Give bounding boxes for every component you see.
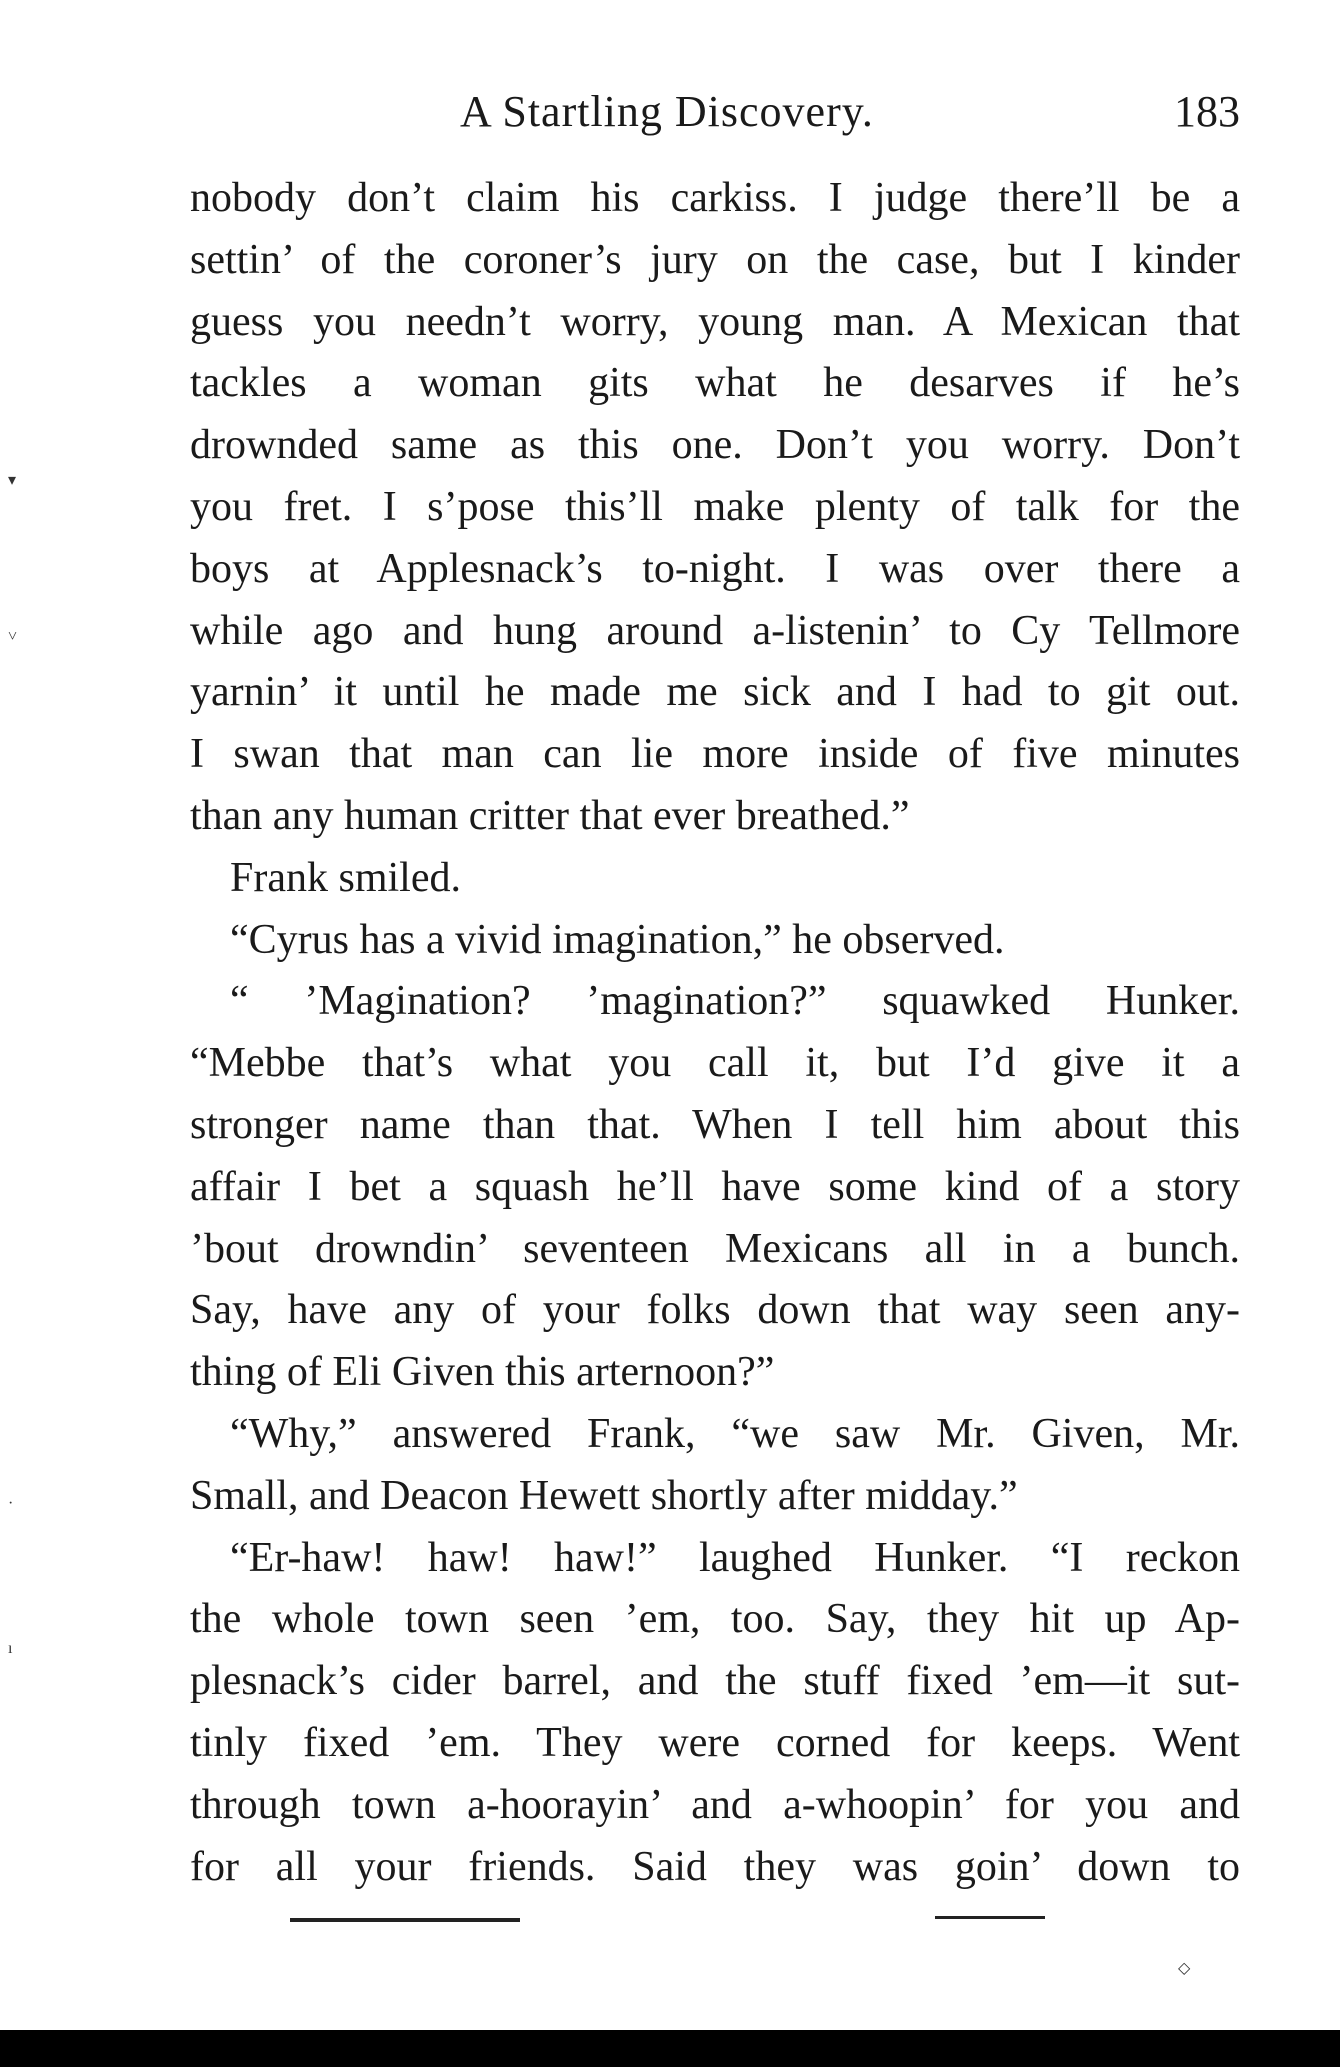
page-number: 183 — [1174, 87, 1240, 136]
chapter-title: A Startling Discovery. — [460, 87, 874, 136]
text-line: “ ’Magination? ’magination?” squawked Hunker. — [230, 978, 1240, 1025]
text-line: tinly fixed ’em. They were corned for keeps. Went — [190, 1719, 1240, 1766]
text-line: Small, and Deacon Hewett shortly after midday.” — [190, 1472, 1018, 1519]
text-line: the whole town seen ’em, too. Say, they hit up Ap- — [190, 1596, 1240, 1643]
text-line: guess you needn’t worry, young man. A Mexican that — [190, 298, 1240, 345]
text-line: Frank smiled. — [230, 854, 461, 901]
text-line: nobody don’t claim his carkiss. I judge there’ll be a — [190, 175, 1240, 221]
text-line: settin’ of the coroner’s jury on the case, but I kinder — [190, 236, 1240, 283]
text-line: “Cyrus has a vivid imagination,” he observed. — [230, 916, 1005, 963]
margin-speck: ▾ — [8, 472, 17, 489]
text-line: plesnack’s cider barrel, and the stuff fixed ’em—it sut- — [190, 1658, 1240, 1705]
text-line: boys at Applesnack’s to-night. I was over there a — [190, 545, 1240, 592]
ink-smudge — [935, 1916, 1045, 1919]
text-line: drownded same as this one. Don’t you worry. Don’t — [190, 422, 1240, 469]
text-line: “Mebbe that’s what you call it, but I’d give it a — [190, 1040, 1240, 1087]
text-line: ’bout drowndin’ seventeen Mexicans all in a bunch. — [190, 1225, 1240, 1272]
text-line: while ago and hung around a-listenin’ to Cy Tellmore — [190, 607, 1240, 654]
scan-edge-bar — [0, 2030, 1340, 2067]
text-line: “Why,” answered Frank, “we saw Mr. Given, Mr. — [230, 1410, 1240, 1457]
margin-speck: ˅ — [8, 628, 18, 645]
margin-speck: · — [8, 1495, 14, 1512]
text-line: thing of Eli Given this arternoon?” — [190, 1349, 775, 1396]
text-line: stronger name than that. When I tell him about this — [190, 1101, 1240, 1148]
text-line: “Er-haw! haw! haw!” laughed Hunker. “I reckon — [230, 1534, 1240, 1581]
ink-smudge — [290, 1918, 520, 1922]
text-line: Say, have any of your folks down that way seen any- — [190, 1287, 1240, 1334]
text-line: you fret. I s’pose this’ll make plenty of talk for the — [190, 483, 1240, 530]
margin-speck: ı — [8, 1640, 13, 1657]
text-line: through town a-hoorayin’ and a-whoopin’ for you and — [190, 1781, 1240, 1828]
running-head — [190, 82, 1240, 142]
text-line: I swan that man can lie more inside of five minutes — [190, 731, 1240, 778]
margin-speck: ◇ — [1178, 1960, 1191, 1977]
text-line: affair I bet a squash he’ll have some kind of a story — [190, 1163, 1240, 1210]
text-line: tackles a woman gits what he desarves if he’s — [190, 360, 1240, 407]
text-line: yarnin’ it until he made me sick and I had to git out. — [190, 669, 1240, 716]
text-line: than any human critter that ever breathed.” — [190, 792, 910, 839]
body-text — [190, 168, 1240, 1898]
text-line: for all your friends. Said they was goin’ down to — [190, 1843, 1240, 1890]
